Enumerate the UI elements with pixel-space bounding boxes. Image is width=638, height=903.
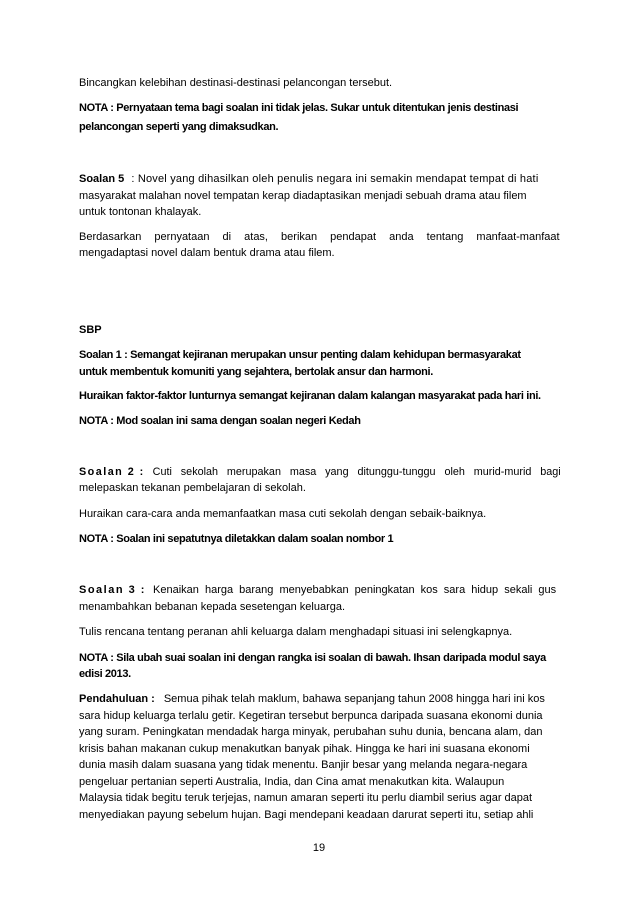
sbp-soalan1-nota: NOTA : Mod soalan ini sama dengan soalan negeri Kedah [79, 415, 361, 427]
sbp-soalan3-line-2: menambahkan bebanan kepada sesetengan keluarga. [79, 601, 346, 613]
sbp-soalan1-task: Huraikan faktor-faktor lunturnya semangat kejiranan dalam kalangan masyarakat pada hari ini. [79, 390, 541, 402]
sbp-soalan2-label: Soalan 2 : [79, 466, 145, 478]
pendahuluan-line-4: krisis bahan makanan cukup menakutkan banyak pihak. Hingga ke hari ini suasana ekonomi [79, 743, 530, 755]
soalan5-line-3: untuk tontonan khalayak. [79, 206, 202, 218]
pendahuluan-label: Pendahuluan : [79, 693, 155, 705]
pendahuluan-line-8: menyediakan payung sebelum hujan. Bagi mendepani keadaan darurat seperti itu, setiap ahli [79, 809, 534, 821]
soalan5-line-1 [79, 172, 561, 187]
soalan5-line-2: masyarakat malahan novel tempatan kerap diadaptasikan menjadi sebuah drama atau filem [79, 190, 527, 202]
sbp-soalan3-label: Soalan 3 : [79, 584, 146, 596]
pendahuluan-line-1 [79, 692, 561, 707]
soalan5-text-1: : Novel yang dihasilkan oleh penulis negara ini semakin mendapat tempat di hati [131, 173, 539, 185]
pendahuluan-line-2: sara hidup keluarga terlalu getir. Kegetiran tersebut berpunca daripada suasana ekonomi dunia [79, 710, 543, 722]
page-number: 19 [312, 842, 326, 854]
soalan5-task-1: Berdasarkan pernyataan di atas, berikan pendapat anda tentang manfaat-manfaat [79, 231, 560, 243]
intro-line: Bincangkan kelebihan destinasi-destinasi pelancongan tersebut. [79, 77, 393, 89]
sbp-soalan2-line-2: melepaskan tekanan pembelajaran di sekolah. [79, 482, 306, 494]
sbp-soalan2-line-1 [79, 465, 561, 480]
sbp-soalan3-nota-1: NOTA : Sila ubah suai soalan ini dengan rangka isi soalan di bawah. Ihsan daripada modul saya [79, 652, 546, 664]
sbp-soalan3-nota-2: edisi 2013. [79, 668, 131, 680]
sbp-soalan3-text-1: Kenaikan harga barang menyebabkan peningkatan kos sara hidup sekali gus [153, 584, 557, 596]
sbp-soalan1-line-2: untuk membentuk komuniti yang sejahtera, bertolak ansur dan harmoni. [79, 366, 433, 378]
pendahuluan-line-6: pengeluar pertanian seperti Australia, India, dan Cina amat menakutkan kita. Walaupun [79, 776, 505, 788]
sbp-heading: SBP [79, 324, 102, 336]
soalan5-label: Soalan 5 [79, 173, 125, 185]
sbp-soalan2-nota: NOTA : Soalan ini sepatutnya diletakkan dalam soalan nombor 1 [79, 533, 394, 545]
pendahuluan-line-3: yang suram. Peningkatan mendadak harga minyak, perubahan suhu dunia, bencana alam, dan [79, 726, 543, 738]
sbp-soalan2-task: Huraikan cara-cara anda memanfaatkan masa cuti sekolah dengan sebaik-baiknya. [79, 508, 487, 520]
pendahuluan-line-7: Malaysia tidak begitu teruk terjejas, namun amaran seperti itu perlu diambil serius agar dapat [79, 792, 533, 804]
soalan5-task-2: mengadaptasi novel dalam bentuk drama atau filem. [79, 247, 335, 259]
nota-1-line-1: NOTA : Pernyataan tema bagi soalan ini tidak jelas. Sukar untuk ditentukan jenis destinasi [79, 102, 519, 114]
pendahuluan-text-1: Semua pihak telah maklum, bahawa sepanjang tahun 2008 hingga hari ini kos [163, 693, 545, 705]
sbp-soalan2-text-1: Cuti sekolah merupakan masa yang ditunggu-tunggu oleh murid-murid bagi [152, 466, 561, 478]
sbp-soalan3-line-1 [79, 583, 561, 598]
sbp-soalan1-line-1: Soalan 1 : Semangat kejiranan merupakan unsur penting dalam kehidupan bermasyarakat [79, 349, 521, 361]
pendahuluan-line-5: dunia masih dalam suasana yang tidak menentu. Banjir besar yang melanda negara-negara [79, 759, 528, 771]
sbp-soalan3-task: Tulis rencana tentang peranan ahli keluarga dalam menghadapi situasi ini selengkapnya. [79, 626, 513, 638]
nota-1-line-2: pelancongan seperti yang dimaksudkan. [79, 121, 279, 133]
